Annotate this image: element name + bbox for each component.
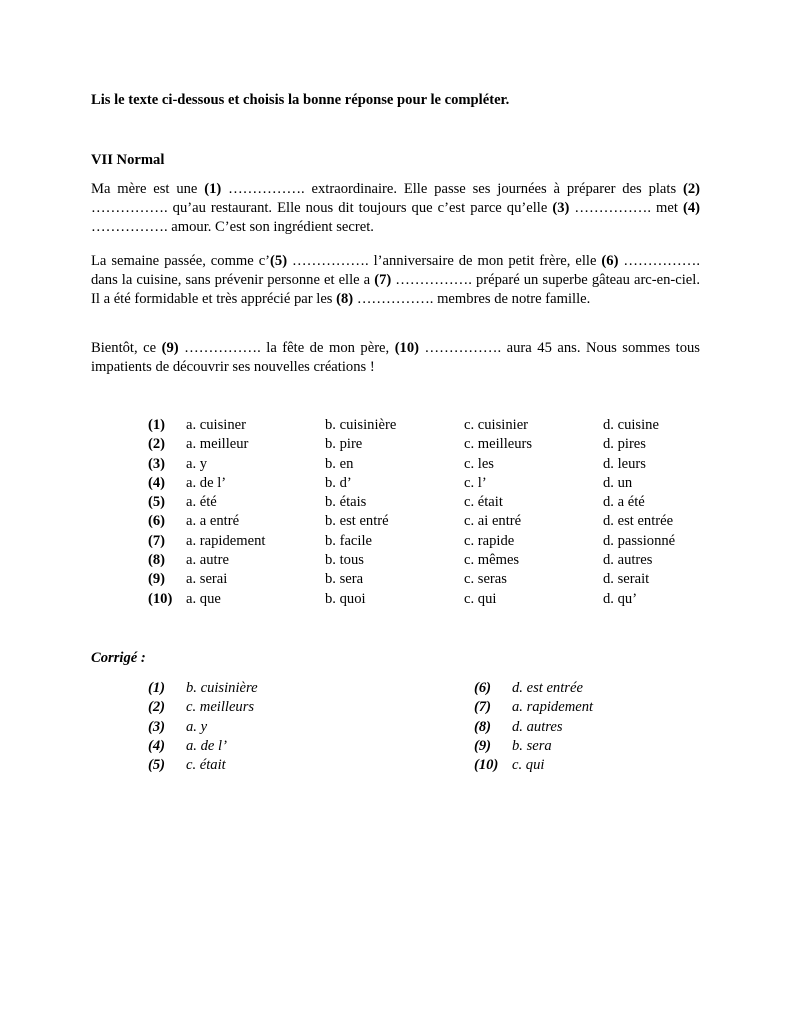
answer-value: d. est entrée xyxy=(512,680,583,696)
choices-table xyxy=(148,416,708,609)
choice-row xyxy=(148,435,708,454)
choice-row xyxy=(148,551,708,570)
option-d: d. leurs xyxy=(603,455,646,472)
option-b: b. tous xyxy=(325,552,364,569)
option-b: b. pire xyxy=(325,436,363,453)
question-number: (9) xyxy=(148,571,166,588)
blank-number: (2) xyxy=(682,181,700,197)
option-c: c. cuisinier xyxy=(464,417,529,433)
answer-row xyxy=(148,718,258,737)
option-c: c. meilleurs xyxy=(464,436,533,453)
option-a: a. cuisiner xyxy=(186,417,246,433)
question-number: (2) xyxy=(148,436,166,453)
answer-value: c. qui xyxy=(512,757,545,774)
blank-number: (10) xyxy=(394,340,420,356)
question-number: (3) xyxy=(148,455,166,472)
choice-row xyxy=(148,416,708,435)
answer-number: (5) xyxy=(148,757,166,774)
option-c: c. les xyxy=(464,455,494,472)
option-d: d. qu’ xyxy=(603,590,638,607)
answer-row xyxy=(474,737,593,756)
option-d: d. autres xyxy=(603,552,653,569)
text-segment: La semaine passée, comme c’ xyxy=(91,253,271,269)
option-b: b. est entré xyxy=(325,513,389,530)
answer-value: a. rapidement xyxy=(512,699,594,716)
option-c: c. seras xyxy=(464,571,507,588)
choice-row xyxy=(148,474,708,493)
blank-number: (9) xyxy=(161,340,179,356)
choice-row xyxy=(148,532,708,551)
text-segment: ……………. amour. C’est son ingrédient secret. xyxy=(91,219,374,235)
option-a: a. rapidement xyxy=(186,532,266,549)
blank-number: (6) xyxy=(601,253,619,269)
choice-row xyxy=(148,493,708,512)
answer-number: (10) xyxy=(474,757,499,774)
option-a: a. a entré xyxy=(186,513,240,530)
answer-value: a. de l’ xyxy=(186,737,227,754)
paragraph-1 xyxy=(91,180,700,237)
option-c: c. l’ xyxy=(464,474,487,491)
option-b: b. quoi xyxy=(325,590,366,607)
text-segment: ……………. l’anniversaire de mon petit frère, elle xyxy=(287,253,602,269)
answer-number: (2) xyxy=(148,699,166,716)
answer-value: d. autres xyxy=(512,718,563,735)
answer-row xyxy=(474,756,593,775)
answer-number: (7) xyxy=(474,699,492,716)
answer-row xyxy=(148,737,258,756)
text-segment: ……………. préparé un superbe gâteau arc-en-ciel. Il a été formidable et très apprécié par les xyxy=(91,272,700,307)
option-b: b. étais xyxy=(325,494,367,511)
option-d: d. passionné xyxy=(603,532,676,549)
answer-key-title: Corrigé : xyxy=(91,650,146,666)
answer-value: a. y xyxy=(186,718,208,735)
blank-number: (5) xyxy=(270,253,288,269)
option-b: b. sera xyxy=(325,571,364,588)
option-a: a. de l’ xyxy=(186,474,227,491)
blank-number: (7) xyxy=(374,272,392,288)
option-b: b. cuisinière xyxy=(325,417,397,433)
text-segment: ……………. la fête de mon père, xyxy=(178,340,395,356)
question-number: (8) xyxy=(148,552,166,569)
answer-number: (6) xyxy=(474,680,492,696)
option-b: b. d’ xyxy=(325,474,352,491)
answer-key-right xyxy=(474,679,593,775)
answer-row xyxy=(474,718,593,737)
text-segment: Bientôt, ce xyxy=(91,340,162,356)
blank-number: (1) xyxy=(204,181,222,197)
answer-row xyxy=(148,698,258,717)
text-segment: ……………. extraordinaire. Elle passe ses journées à préparer des plats xyxy=(221,181,683,197)
option-a: a. que xyxy=(186,590,221,607)
choice-row xyxy=(148,455,708,474)
answer-number: (8) xyxy=(474,718,492,735)
option-c: c. ai entré xyxy=(464,513,522,530)
option-a: a. été xyxy=(186,494,217,511)
blank-number: (8) xyxy=(336,291,354,307)
question-number: (7) xyxy=(148,532,166,549)
option-c: c. rapide xyxy=(464,532,515,549)
choice-row xyxy=(148,590,708,609)
question-number: (6) xyxy=(148,513,166,530)
choice-row xyxy=(148,570,708,589)
answer-value: c. était xyxy=(186,757,226,774)
question-number: (4) xyxy=(148,474,166,491)
answer-row xyxy=(474,698,593,717)
blank-number: (3) xyxy=(552,200,570,216)
option-d: d. est entrée xyxy=(603,513,674,530)
choice-row xyxy=(148,512,708,531)
option-d: d. cuisine xyxy=(603,417,659,433)
option-c: c. était xyxy=(464,494,503,511)
text-segment: ……………. membres de notre famille. xyxy=(353,291,591,307)
answer-key-left xyxy=(148,679,258,775)
option-d: d. pires xyxy=(603,436,646,453)
option-d: d. serait xyxy=(603,571,650,588)
option-a: a. serai xyxy=(186,571,228,588)
text-segment: ……………. dans la cuisine, sans prévenir personne et elle a xyxy=(91,253,701,288)
instruction-text: Lis le texte ci-dessous et choisis la bonne réponse pour le compléter. xyxy=(91,92,510,108)
text-segment: ……………. met xyxy=(569,200,683,216)
answer-row xyxy=(148,679,258,698)
answer-number: (1) xyxy=(148,680,166,696)
option-d: d. a été xyxy=(603,494,645,511)
option-a: a. meilleur xyxy=(186,436,249,453)
option-a: a. autre xyxy=(186,552,229,569)
paragraph-2 xyxy=(91,252,700,309)
answer-value: c. meilleurs xyxy=(186,699,255,716)
paragraph-3 xyxy=(91,339,700,377)
question-number: (5) xyxy=(148,494,166,511)
option-b: b. en xyxy=(325,455,354,472)
text-segment: Ma mère est une xyxy=(91,181,205,197)
blank-number: (4) xyxy=(682,200,700,216)
text-segment: ……………. qu’au restaurant. Elle nous dit toujours que c’est parce qu’elle xyxy=(91,200,553,216)
option-d: d. un xyxy=(603,474,633,491)
option-c: c. qui xyxy=(464,590,497,607)
answer-value: b. cuisinière xyxy=(186,680,258,696)
option-a: a. y xyxy=(186,455,208,472)
option-b: b. facile xyxy=(325,532,372,549)
section-title: VII Normal xyxy=(91,152,165,168)
answer-value: b. sera xyxy=(512,737,552,754)
answer-number: (9) xyxy=(474,737,492,754)
question-number: (1) xyxy=(148,417,166,433)
answer-row xyxy=(474,679,593,698)
text-segment: ……………. aura 45 ans. Nous sommes tous impatients de découvrir ses nouvelles créations ! xyxy=(91,340,700,375)
option-c: c. mêmes xyxy=(464,552,520,569)
answer-row xyxy=(148,756,258,775)
answer-number: (3) xyxy=(148,718,166,735)
question-number: (10) xyxy=(148,590,173,607)
answer-number: (4) xyxy=(148,737,166,754)
